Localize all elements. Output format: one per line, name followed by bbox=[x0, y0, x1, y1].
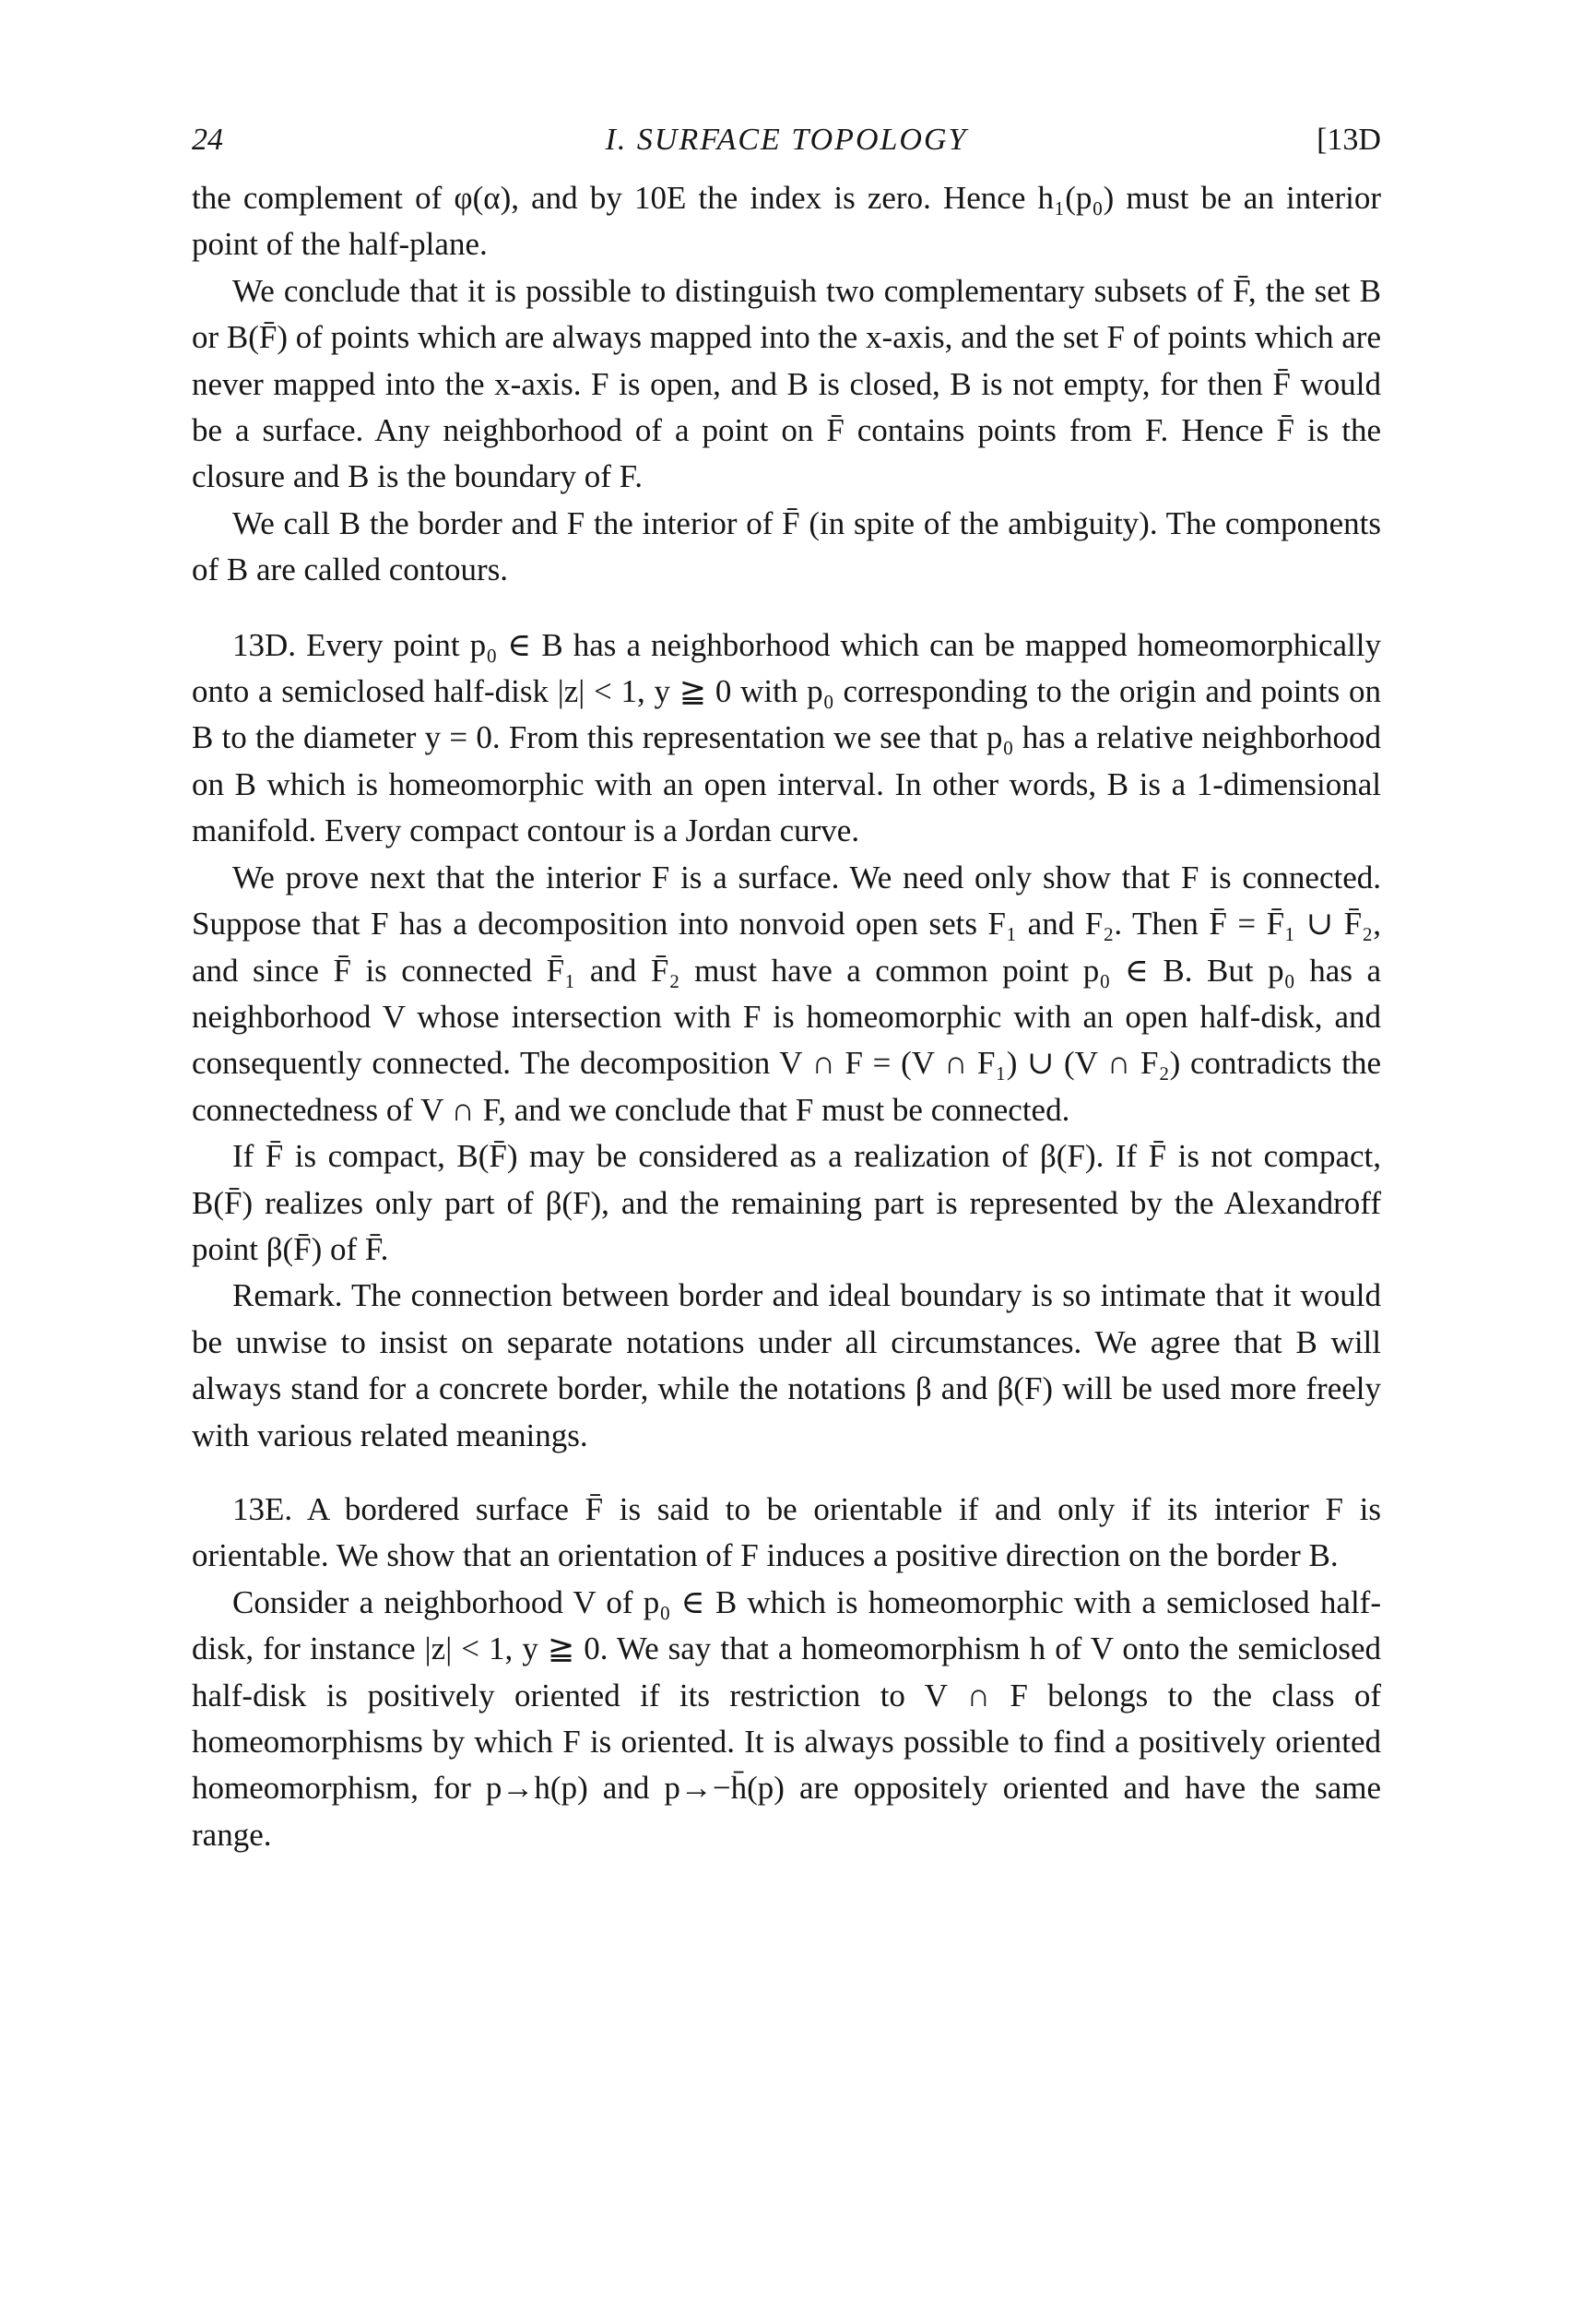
body-text bbox=[192, 175, 1381, 1858]
page-number: 24 bbox=[192, 123, 223, 157]
section-13d-paragraph: 13D. Every point p₀ ∈ B has a neighborhood which can be mapped homeomorphically onto a semiclosed half-disk |z| < 1, y ≧ 0 with p₀ corresponding to the origin and points on B to the diameter y = 0. From this representation we see that p₀ has a relative neighborhood on B which is homeomorphic with an open interval. In other words, B is a 1-dimensional manifold. Every compact contour is a Jordan curve. bbox=[192, 626, 1381, 849]
paragraph-3: We call B the border and F the interior of F̄ (in spite of the ambiguity). The components of B are called contours. bbox=[192, 504, 1381, 588]
paragraph-9: Consider a neighborhood V of p₀ ∈ B which is homeomorphic with a semiclosed half-disk, for instance |z| < 1, y ≧ 0. We say that a homeomorphism h of V onto the semiclosed half-disk is positively oriented if its restriction to V ∩ F belongs to the class of homeomorphisms by which F is oriented. It is always possible to find a positively oriented homeomorphism, for p→h(p) and p→−h̄(p) are oppositely oriented and have the same range. bbox=[192, 1583, 1381, 1853]
book-page bbox=[192, 120, 1381, 1858]
running-head bbox=[192, 120, 1381, 160]
section-13e-paragraph: 13E. A bordered surface F̄ is said to be orientable if and only if its interior F is orientable. We show that an orientation of F induces a positive direction on the border B. bbox=[192, 1490, 1381, 1574]
paragraph-6: If F̄ is compact, B(F̄) may be considered as a realization of β(F). If F̄ is not compact, B(F̄) realizes only part of β(F), and the remaining part is represented by the Alexandroff point β(F̄) of F̄. bbox=[192, 1138, 1381, 1267]
section-marker: [13D bbox=[1317, 123, 1381, 157]
chapter-title: I. SURFACE TOPOLOGY bbox=[605, 123, 968, 157]
paragraph-5: We prove next that the interior F is a surface. We need only show that F is connected. Suppose that F has a decomposition into nonvoid open sets F₁ and F₂. Then F̄ = F̄₁ ∪ F̄₂, and since F̄ is connected F̄₁ and F̄₂ must have a common point p₀ ∈ B. But p₀ has a neighborhood V whose intersection with F is homeomorphic with an open half-disk, and consequently connected. The decomposition V ∩ F = (V ∩ F₁) ∪ (V ∩ F₂) contradicts the connectedness of V ∩ F, and we conclude that F must be connected. bbox=[192, 859, 1381, 1128]
paragraph-1: the complement of φ(α), and by 10E the index is zero. Hence h₁(p₀) must be an interior point of the half-plane. bbox=[192, 180, 1381, 263]
remark-paragraph: Remark. The connection between border and ideal boundary is so intimate that it would be unwise to insist on separate notations under all circumstances. We agree that B will always stand for a concrete border, while the notations β and β(F) will be used more freely with various related meanings. bbox=[192, 1277, 1381, 1453]
paragraph-2: We conclude that it is possible to distinguish two complementary subsets of F̄, the set B or B(F̄) of points which are always mapped into the x-axis, and the set F of points which are never mapped into the x-axis. F is open, and B is closed, B is not empty, for then F̄ would be a surface. Any neighborhood of a point on F̄ contains points from F. Hence F̄ is the closure and B is the boundary of F. bbox=[192, 272, 1381, 495]
